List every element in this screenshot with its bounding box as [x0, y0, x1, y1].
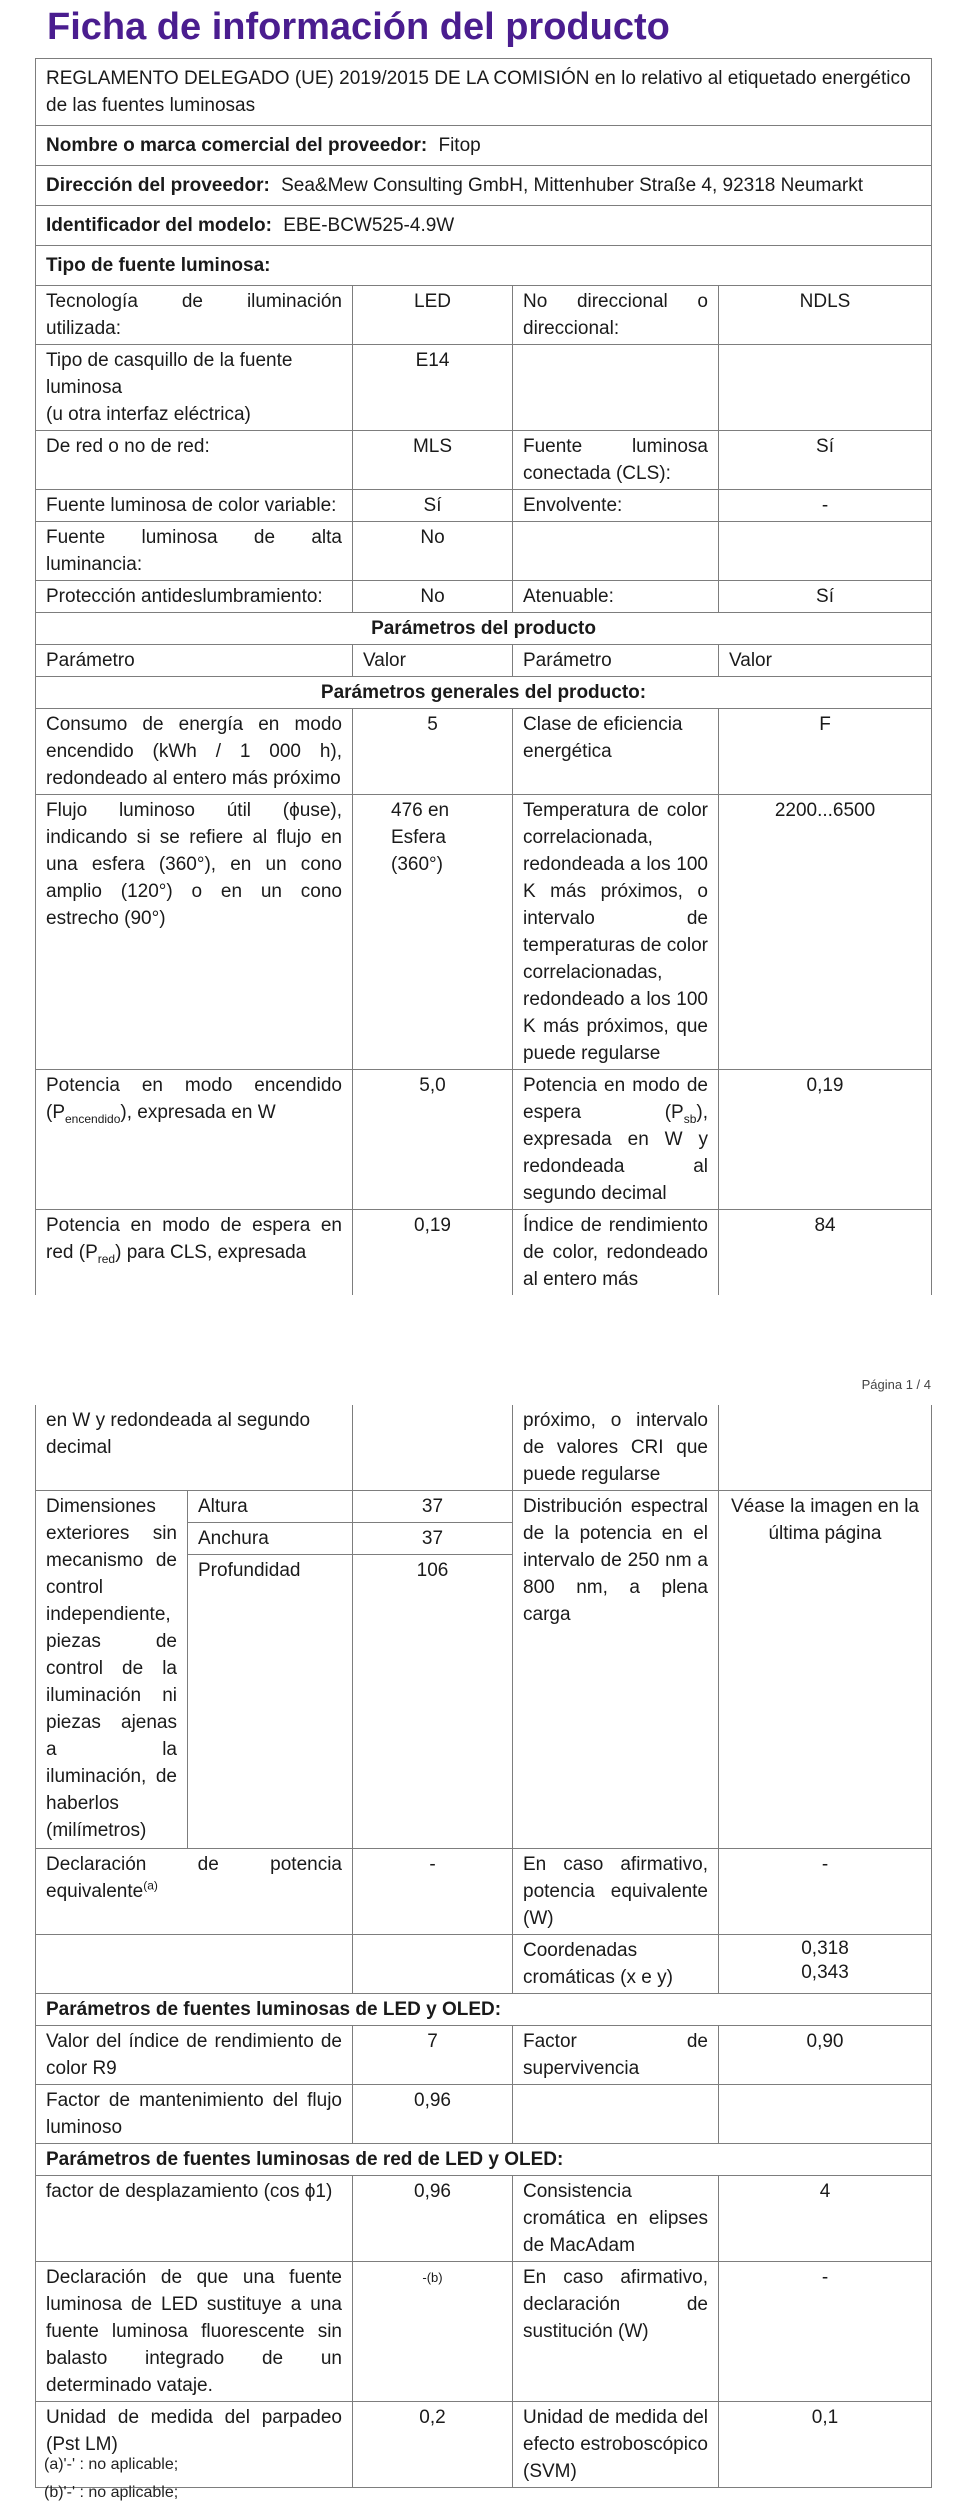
param-cell: Consumo de energía en modo encendido (kWh / 1 000 h), redondeado al entero más próximo: [36, 709, 353, 795]
value-cell: [719, 345, 932, 431]
value-cell: Sí: [719, 581, 932, 613]
value-cell: 2200...6500: [719, 795, 932, 1070]
table-row: [36, 581, 932, 613]
param-cell: Factor de supervivencia: [513, 2026, 719, 2085]
value-cell: 0,318 0,343: [719, 1935, 932, 1994]
dim-name: Anchura: [188, 1523, 353, 1555]
param-cell: Coordenadas cromáticas (x e y): [513, 1935, 719, 1994]
param-cell: Fuente luminosa de color variable:: [36, 490, 353, 522]
value-cell: [353, 1405, 513, 1491]
dim-spacer: [188, 1586, 353, 1849]
text-part: Potencia en modo de espera (P: [523, 1075, 708, 1123]
mains-heading: Parámetros de fuentes luminosas de red de LED y OLED:: [36, 2144, 932, 2176]
footnote-b: (b)'-' : no aplicable;: [44, 2484, 179, 2501]
led-heading: Parámetros de fuentes luminosas de LED y OLED:: [36, 1994, 932, 2026]
dimensions-label: Dimensiones exteriores sin mecanismo de control independiente, piezas de control de la iluminación ni piezas ajenas a la iluminación, de haberlos (milímetros): [36, 1491, 188, 1849]
supplier-row: [36, 126, 932, 166]
supplier-label: Nombre o marca comercial del proveedor:: [46, 135, 428, 156]
value-cell: E14: [353, 345, 513, 431]
text-part: ) para CLS, expresada: [115, 1242, 307, 1263]
col-header-param: Parámetro: [36, 645, 353, 677]
table-row: [36, 2176, 932, 2262]
value-cell: [719, 522, 932, 581]
param-cell: En caso afirmativo, declaración de sustitución (W): [513, 2262, 719, 2402]
param-cell: en W y redondeada al segundo decimal: [36, 1405, 353, 1491]
column-headers: [36, 645, 932, 677]
regulation-text: REGLAMENTO DELEGADO (UE) 2019/2015 DE LA COMISIÓN en lo relativo al etiquetado energético de las fuentes luminosas: [36, 59, 932, 126]
address-row: [36, 166, 932, 206]
table-row: [36, 2085, 932, 2144]
dim-value: 37: [353, 1523, 513, 1555]
table-row: [36, 1491, 932, 1523]
value-cell: -: [719, 490, 932, 522]
value-cell: LED: [353, 286, 513, 345]
address-label: Dirección del proveedor:: [46, 175, 270, 196]
value-cell: MLS: [353, 431, 513, 490]
param-cell: [513, 1070, 719, 1210]
text-part: ), expresada en W: [120, 1102, 276, 1123]
dim-spacer: [353, 1586, 513, 1849]
param-cell: [36, 1070, 353, 1210]
page-title: Ficha de información del producto: [47, 6, 670, 48]
general-heading: Parámetros generales del producto:: [36, 677, 932, 709]
value-cell: 5: [353, 709, 513, 795]
param-cell: Índice de rendimiento de color, redondeado al entero más: [513, 1210, 719, 1296]
value-cell: -(b): [353, 2262, 513, 2402]
value-cell: -: [719, 1849, 932, 1935]
value-cell: Sí: [353, 490, 513, 522]
value-cell: 5,0: [353, 1070, 513, 1210]
table-row: [36, 522, 932, 581]
param-cell: [513, 522, 719, 581]
param-cell: Temperatura de color correlacionada, redondeada a los 100 K más próximos, o intervalo de temperaturas de color correlacionadas, redondeado a los 100 K más próximos, que puede regularse: [513, 795, 719, 1070]
param-cell: De red o no de red:: [36, 431, 353, 490]
value-cell: Sí: [719, 431, 932, 490]
subscript: red: [97, 1251, 116, 1266]
model-label: Identificador del modelo:: [46, 215, 272, 236]
table-row: [36, 286, 932, 345]
value-cell: 0,2: [353, 2402, 513, 2488]
value-cell: No: [353, 522, 513, 581]
value-cell: -: [719, 2262, 932, 2402]
param-cell: Tecnología de iluminación utilizada:: [36, 286, 353, 345]
table-row: [36, 431, 932, 490]
value-cell: -: [353, 1849, 513, 1935]
model-row: [36, 206, 932, 246]
text-part: Declaración de potencia equivalente: [46, 1854, 342, 1902]
light-type-heading: Tipo de fuente luminosa:: [36, 246, 932, 286]
param-cell: Unidad de medida del efecto estroboscópico (SVM): [513, 2402, 719, 2488]
superscript: (a): [143, 1878, 158, 1893]
param-cell: [36, 1849, 353, 1935]
dim-value: 37: [353, 1491, 513, 1523]
param-cell: [513, 345, 719, 431]
subscript: encendido: [65, 1111, 121, 1126]
product-info-table-page-1: [35, 58, 932, 1295]
value-cell: [719, 1405, 932, 1491]
param-cell: Protección antideslumbramiento:: [36, 581, 353, 613]
table-row: [36, 490, 932, 522]
footnote-a: (a)'-' : no aplicable;: [44, 2456, 179, 2473]
param-cell: Fuente luminosa conectada (CLS):: [513, 431, 719, 490]
subscript: sb: [683, 1111, 697, 1126]
dim-name: Profundidad: [188, 1555, 353, 1587]
value-cell: 4: [719, 2176, 932, 2262]
model-value: EBE-BCW525-4.9W: [283, 215, 455, 236]
value-cell: 84: [719, 1210, 932, 1296]
param-cell: Factor de mantenimiento del flujo luminoso: [36, 2085, 353, 2144]
param-cell: Envolvente:: [513, 490, 719, 522]
param-cell: Fuente luminosa de alta luminancia:: [36, 522, 353, 581]
address-value: Sea&Mew Consulting GmbH, Mittenhuber Straße 4, 92318 Neumarkt: [281, 175, 864, 196]
param-cell: factor de desplazamiento (cos ϕ1): [36, 2176, 353, 2262]
param-cell: Valor del índice de rendimiento de color R9: [36, 2026, 353, 2085]
supplier-value: Fitop: [438, 135, 481, 156]
text-part: ), expresada en W y redondeada al segundo decimal: [523, 1102, 708, 1204]
param-cell: [36, 1210, 353, 1296]
param-cell: próximo, o intervalo de valores CRI que puede regularse: [513, 1405, 719, 1491]
param-cell: Flujo luminoso útil (ϕuse), indicando si se refiere al flujo en una esfera (360°), en un cono amplio (120°) o en un cono estrecho (90°): [36, 795, 353, 1070]
text-part: Potencia en modo encendido (P: [46, 1075, 342, 1123]
param-cell: [36, 1935, 353, 1994]
value-cell: No: [353, 581, 513, 613]
param-cell: Clase de eficiencia energética: [513, 709, 719, 795]
table-row: [36, 2026, 932, 2085]
col-header-param2: Parámetro: [513, 645, 719, 677]
value-cell: 0,96: [353, 2176, 513, 2262]
value-cell: 476 en Esfera (360°): [353, 795, 513, 1070]
col-header-value: Valor: [353, 645, 513, 677]
value-cell: [353, 1935, 513, 1994]
param-cell: En caso afirmativo, potencia equivalente (W): [513, 1849, 719, 1935]
dim-value: 106: [353, 1555, 513, 1587]
value-cell: NDLS: [719, 286, 932, 345]
value-cell: [719, 2085, 932, 2144]
value-cell: 7: [353, 2026, 513, 2085]
table-row: [36, 2262, 932, 2402]
param-cell: [513, 2085, 719, 2144]
dim-name: Altura: [188, 1491, 353, 1523]
table-row: [36, 795, 932, 1070]
text-part: Potencia en modo de espera en red (P: [46, 1215, 342, 1263]
col-header-value2: Valor: [719, 645, 932, 677]
table-row: [36, 345, 932, 431]
param-cell: Unidad de medida del parpadeo (Pst LM): [36, 2402, 353, 2488]
value-cell: 0,96: [353, 2085, 513, 2144]
param-cell: Tipo de casquillo de la fuente luminosa (u otra interfaz eléctrica): [36, 345, 353, 431]
table-row: [36, 1070, 932, 1210]
page-number: Página 1 / 4: [861, 1377, 931, 1392]
value-cell: 0,1: [719, 2402, 932, 2488]
table-row: [36, 1935, 932, 1994]
param-cell: No direccional o direccional:: [513, 286, 719, 345]
table-row: [36, 2402, 932, 2488]
param-cell: Distribución espectral de la potencia en el intervalo de 250 nm a 800 nm, a plena carga: [513, 1491, 719, 1849]
params-heading: Parámetros del producto: [36, 613, 932, 645]
param-cell: Consistencia cromática en elipses de MacAdam: [513, 2176, 719, 2262]
param-cell: Atenuable:: [513, 581, 719, 613]
value-cell: 0,90: [719, 2026, 932, 2085]
table-row: [36, 1210, 932, 1296]
value-cell: 0,19: [719, 1070, 932, 1210]
value-cell: Véase la imagen en la última página: [719, 1491, 932, 1849]
value-cell: F: [719, 709, 932, 795]
table-row: [36, 1405, 932, 1491]
table-row: [36, 1849, 932, 1935]
table-row: [36, 709, 932, 795]
product-info-table-page-2: [35, 1405, 932, 2488]
value-cell: 0,19: [353, 1210, 513, 1296]
param-cell: Declaración de que una fuente luminosa de LED sustituye a una fuente luminosa fluorescente sin balasto integrado de un determinado vataje.: [36, 2262, 353, 2402]
